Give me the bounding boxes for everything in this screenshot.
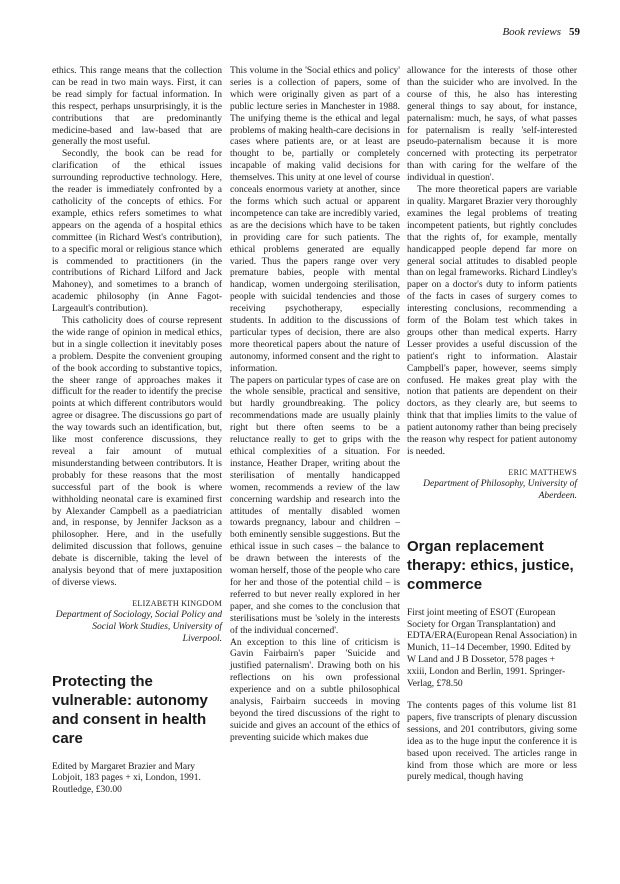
reviewer-affiliation: Department of Philosophy, University of Aberdeen. xyxy=(423,478,577,501)
paragraph: This volume in the 'Social ethics and policy' series is a collection of papers, some of which were originally given as part of a public lecture series in Manchester in 1988. The unifying theme is the ethical and legal problems of making health-care decisions in cases where patients are, or at least are thought to be, partially or completely incapable of making valid decisions for themselves. This unity at one level of course conceals enormous variety at another, since the forms which such actual or apparent incompetence can take are incredibly varied, as are the decisions which have to be taken in providing care for such patients. The ethical problems generated are equally varied. Thus the papers range over very premature babies, people with mental handicap, women undergoing sterilisation, people with suicidal tendencies and those receiving psychotherapy, especially students. In addition to the discussions of particular types of decision, there are also more theoretical papers about the nature of autonomy, informed consent and the right to information. xyxy=(230,66,400,374)
page-number: 59 xyxy=(569,26,580,38)
paragraph: This catholicity does of course represent the wide range of opinion in medical ethics, but in a single collection it inevitably poses a problem. Despite the convenient grouping of the book according to substantive topics, the sheer range of approaches makes it difficult for the reader to identify the precise points at which different contributors would agree or disagree. The discussions go part of the way towards such an identification, but, like most conference discussions, they reveal a fair amount of mutual misunderstanding between contributors. It is probably for these reasons that the most successful part of the book is where withholding neonatal care is examined first by Alexander Campbell as a paediatrician and, in response, by Jennifer Jackson as a philosopher. Here, and in the usefully delimited discussion that follows, genuine debate is discernible, taking the level of analysis beyond that of mere juxtaposition of diverse views. xyxy=(52,316,222,588)
section-title: Book reviews xyxy=(502,26,561,38)
reviewer-name: ELIZABETH KINGDOM xyxy=(132,598,222,608)
column-left xyxy=(52,66,222,797)
paragraph: allowance for the interests of those other than the suicider who are involved. In the course of this, he also has interesting general things to say about, for instance, paternalism: much, he says, of what passes for paternalism is really 'self-interested pseudo-paternalism because it is more concerned with protecting its perpetrator than with caring for the welfare of the individual in question'. xyxy=(407,66,577,184)
book-details: First joint meeting of ESOT (European Society for Organ Transplantation) and EDTA/ERA(European Renal Association) in Munich, 11–14 December, 1990. Edited by W Land and J B Dossetor, 578 pages + xxiii, London and Berlin, 1991. Springer-Verlag, £78.50 xyxy=(407,607,577,690)
review-title: Protecting the vulnerable: autonomy and consent in health care xyxy=(52,672,208,747)
reviewer-signature xyxy=(407,467,577,503)
review-title: Organ replacement therapy: ethics, justice, commerce xyxy=(407,537,574,593)
paragraph: ethics. This range means that the collection can be read in two main ways. First, it can be read simply for factual information. In this respect, perhaps unsurprisingly, it is the contributions that are predominantly medicine-based and law-based that are generally the most useful. xyxy=(52,66,222,148)
reviewer-signature xyxy=(52,598,222,646)
book-details: Edited by Margaret Brazier and Mary Lobjoit, 183 pages + xi, London, 1991. Routledge, £30.00 xyxy=(52,761,201,796)
column-middle xyxy=(230,66,400,745)
running-header xyxy=(502,26,580,38)
paragraph: The more theoretical papers are variable in quality. Margaret Brazier very thoroughly examines the legal problems of treating incompetent patients, but rightly concludes that the rights of, for example, mentally handicapped people depend far more on general social attitudes to disabled people than on legal frameworks. Richard Lindley's paper on a doctor's duty to inform patients of the facts in cases of surgery comes to interesting conclusions, recommending a form of the Bolam test which takes in groups other than medical experts. Harry Lesser provides a useful discussion of the patient's right to information. Alastair Campbell's paper, however, seems simply confused. He makes great play with the notion that patients are dependent on their doctors, as they clearly are, but seems to think that that implies limits to the value of patient autonomy rather than being precisely the reason why respect for patient autonomy is needed. xyxy=(407,185,577,457)
paragraph: The contents pages of this volume list 81 papers, five transcripts of plenary discussion sessions, and 201 contributors, giving some idea as to the huge input the conference it is based upon received. The articles range in kind from those which are more or less purely medical, though having xyxy=(407,700,577,783)
reviewer-name: ERIC MATTHEWS xyxy=(508,467,577,477)
column-right xyxy=(407,66,577,784)
paragraph: Secondly, the book can be read for clarification of the ethical issues surrounding reproductive technology. Here, the reader is immediately confronted by a catholicity of the concepts of ethics. For example, ethics refers sometimes to what appears on the agenda of a hospital ethics committee (in Richard West's contribution), to a specific moral or religious stance which is commended to practitioners (in the contributions of Richard Lilford and Jack Mahoney), and sometimes to a branch of academic philosophy (in Anne Fagot-Largeault's contribution). xyxy=(52,149,222,315)
paragraph: An exception to this line of criticism is Gavin Fairbairn's paper 'Suicide and justified paternalism'. Drawing both on his reflections on his own professional experience and on a subtle philosophical analysis, Fairbairn succeeds in moving beyond the tired discussions of the right to suicide and gives an account of the ethics of preventing suicide which makes due xyxy=(230,637,400,743)
paragraph: The papers on particular types of case are on the whole sensible, practical and sensitive, but hardly groundbreaking. The policy recommendations made are usually plainly right but there often seems to be a reluctance really to get to grips with the ethical complexities of a situation. For instance, Heather Draper, writing about the sterilisation of mentally handicapped women, recommends a review of the law concerning wardship and research into the attitudes of mentally disabled women towards pregnancy, labour and children – both eminently sensible suggestions. But the ethical issue in such cases – the balance to be drawn between the interests of the woman herself, those of the people who care for her and those of the potential child – is referred to but never really explored in her paper, and she comes to the conclusion that sterilisations must be 'solely in the interests of the individual concerned'. xyxy=(230,375,400,636)
reviewer-affiliation: Department of Sociology, Social Policy and Social Work Studies, University of Liverpool. xyxy=(55,609,222,644)
